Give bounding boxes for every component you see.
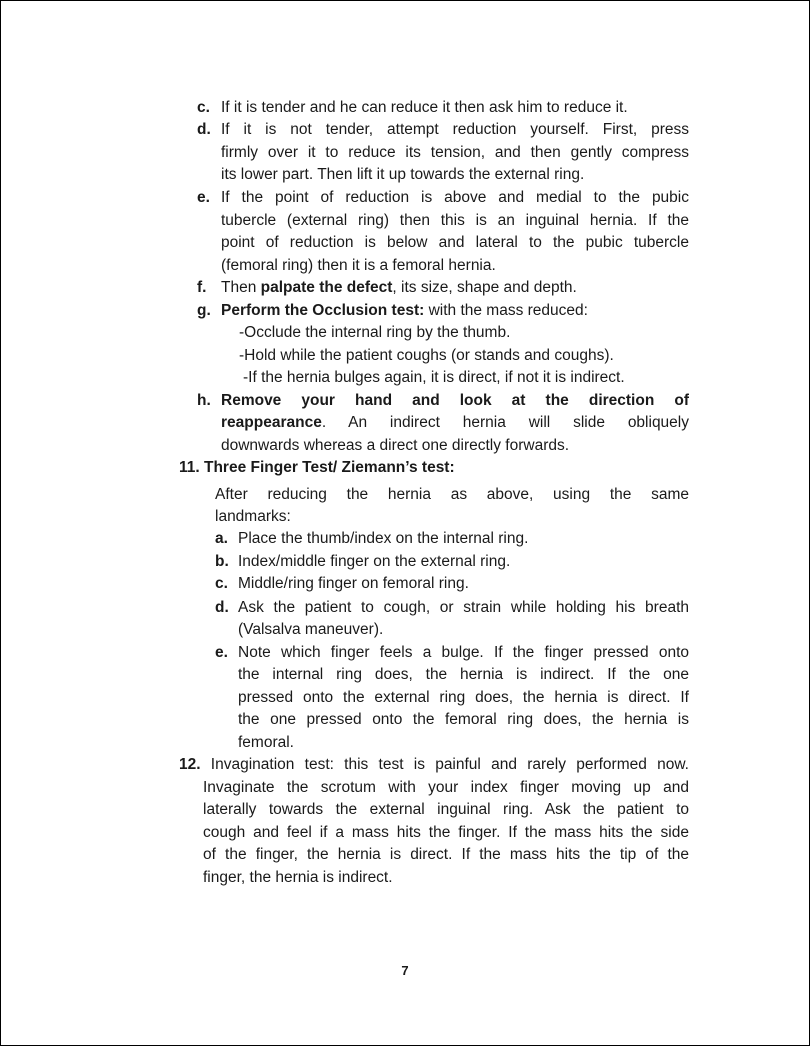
item-f-label: f.: [197, 279, 207, 296]
s11-item-b-text: Index/middle finger on the external ring.: [238, 553, 511, 570]
item-e-label: e.: [197, 189, 210, 206]
section-12-line-6: finger, the hernia is indirect.: [203, 869, 393, 886]
s11-item-e-line-2: the internal ring does, the hernia is indirect. If the one: [238, 666, 689, 683]
s11-item-e-line-5: femoral.: [238, 734, 294, 751]
item-c-label: c.: [197, 99, 210, 116]
item-d-line-1: If it is not tender, attempt reduction yourself. First, press: [221, 121, 689, 138]
item-h-line-3: downwards whereas a direct one directly forwards.: [221, 437, 570, 454]
s11-item-d-line-1: Ask the patient to cough, or strain while holding his breath: [238, 599, 689, 616]
s11-item-e-line-1: Note which finger feels a bulge. If the finger pressed onto: [238, 644, 689, 661]
s11-item-e-line-3: pressed onto the external ring does, the hernia is direct. If: [238, 689, 689, 706]
section-12-line-4: cough and feel if a mass hits the finger. If the mass hits the side: [203, 824, 689, 841]
item-e-line-3: point of reduction is below and lateral to the pubic tubercle: [221, 234, 689, 251]
section-11-heading: 11. Three Finger Test/ Ziemann’s test:: [179, 459, 455, 476]
s11-item-e-label: e.: [215, 644, 228, 661]
item-g-label: g.: [197, 302, 211, 319]
section-12-line-3: laterally towards the external inguinal ring. Ask the patient to: [203, 801, 689, 818]
page-number: 7: [401, 963, 409, 978]
item-e-line-4: (femoral ring) then it is a femoral hernia.: [221, 257, 496, 274]
s11-item-c-label: c.: [215, 575, 228, 592]
s11-item-e-line-4: the one pressed onto the femoral ring does, the hernia is: [238, 711, 689, 728]
item-g-sub-3: -If the hernia bulges again, it is direct, if not it is indirect.: [243, 369, 625, 386]
s11-item-a-label: a.: [215, 530, 228, 547]
section-12-line-1: 12. Invagination test: this test is painful and rarely performed now.: [179, 756, 689, 773]
section-11-intro-2: landmarks:: [215, 508, 291, 525]
s11-item-c-text: Middle/ring finger on femoral ring.: [238, 575, 469, 592]
s11-item-b-label: b.: [215, 553, 229, 570]
item-h-line-1: Remove your hand and look at the direction of: [221, 392, 689, 409]
s11-item-a-text: Place the thumb/index on the internal ring.: [238, 530, 529, 547]
item-d-line-2: firmly over it to reduce its tension, and then gently compress: [221, 144, 689, 161]
item-g-text: Perform the Occlusion test: with the mass reduced:: [221, 302, 588, 319]
item-c-text: If it is tender and he can reduce it then ask him to reduce it.: [221, 99, 628, 116]
section-12-line-2: Invaginate the scrotum with your index finger moving up and: [203, 779, 689, 796]
item-h-line-2: reappearance. An indirect hernia will slide obliquely: [221, 414, 689, 431]
item-f-text: Then palpate the defect, its size, shape and depth.: [221, 279, 577, 296]
item-e-line-1: If the point of reduction is above and medial to the pubic: [221, 189, 689, 206]
s11-item-d-line-2: (Valsalva maneuver).: [238, 621, 384, 638]
item-d-line-3: its lower part. Then lift it up towards the external ring.: [221, 166, 585, 183]
s11-item-d-label: d.: [215, 599, 229, 616]
item-g-sub-1: -Occlude the internal ring by the thumb.: [239, 324, 511, 341]
item-h-label: h.: [197, 392, 211, 409]
item-d-label: d.: [197, 121, 211, 138]
section-12-line-5: of the finger, the hernia is direct. If the mass hits the tip of the: [203, 846, 689, 863]
section-11-intro-1: After reducing the hernia as above, using the same: [215, 486, 689, 503]
item-e-line-2: tubercle (external ring) then this is an inguinal hernia. If the: [221, 212, 689, 229]
item-g-sub-2: -Hold while the patient coughs (or stands and coughs).: [239, 347, 614, 364]
